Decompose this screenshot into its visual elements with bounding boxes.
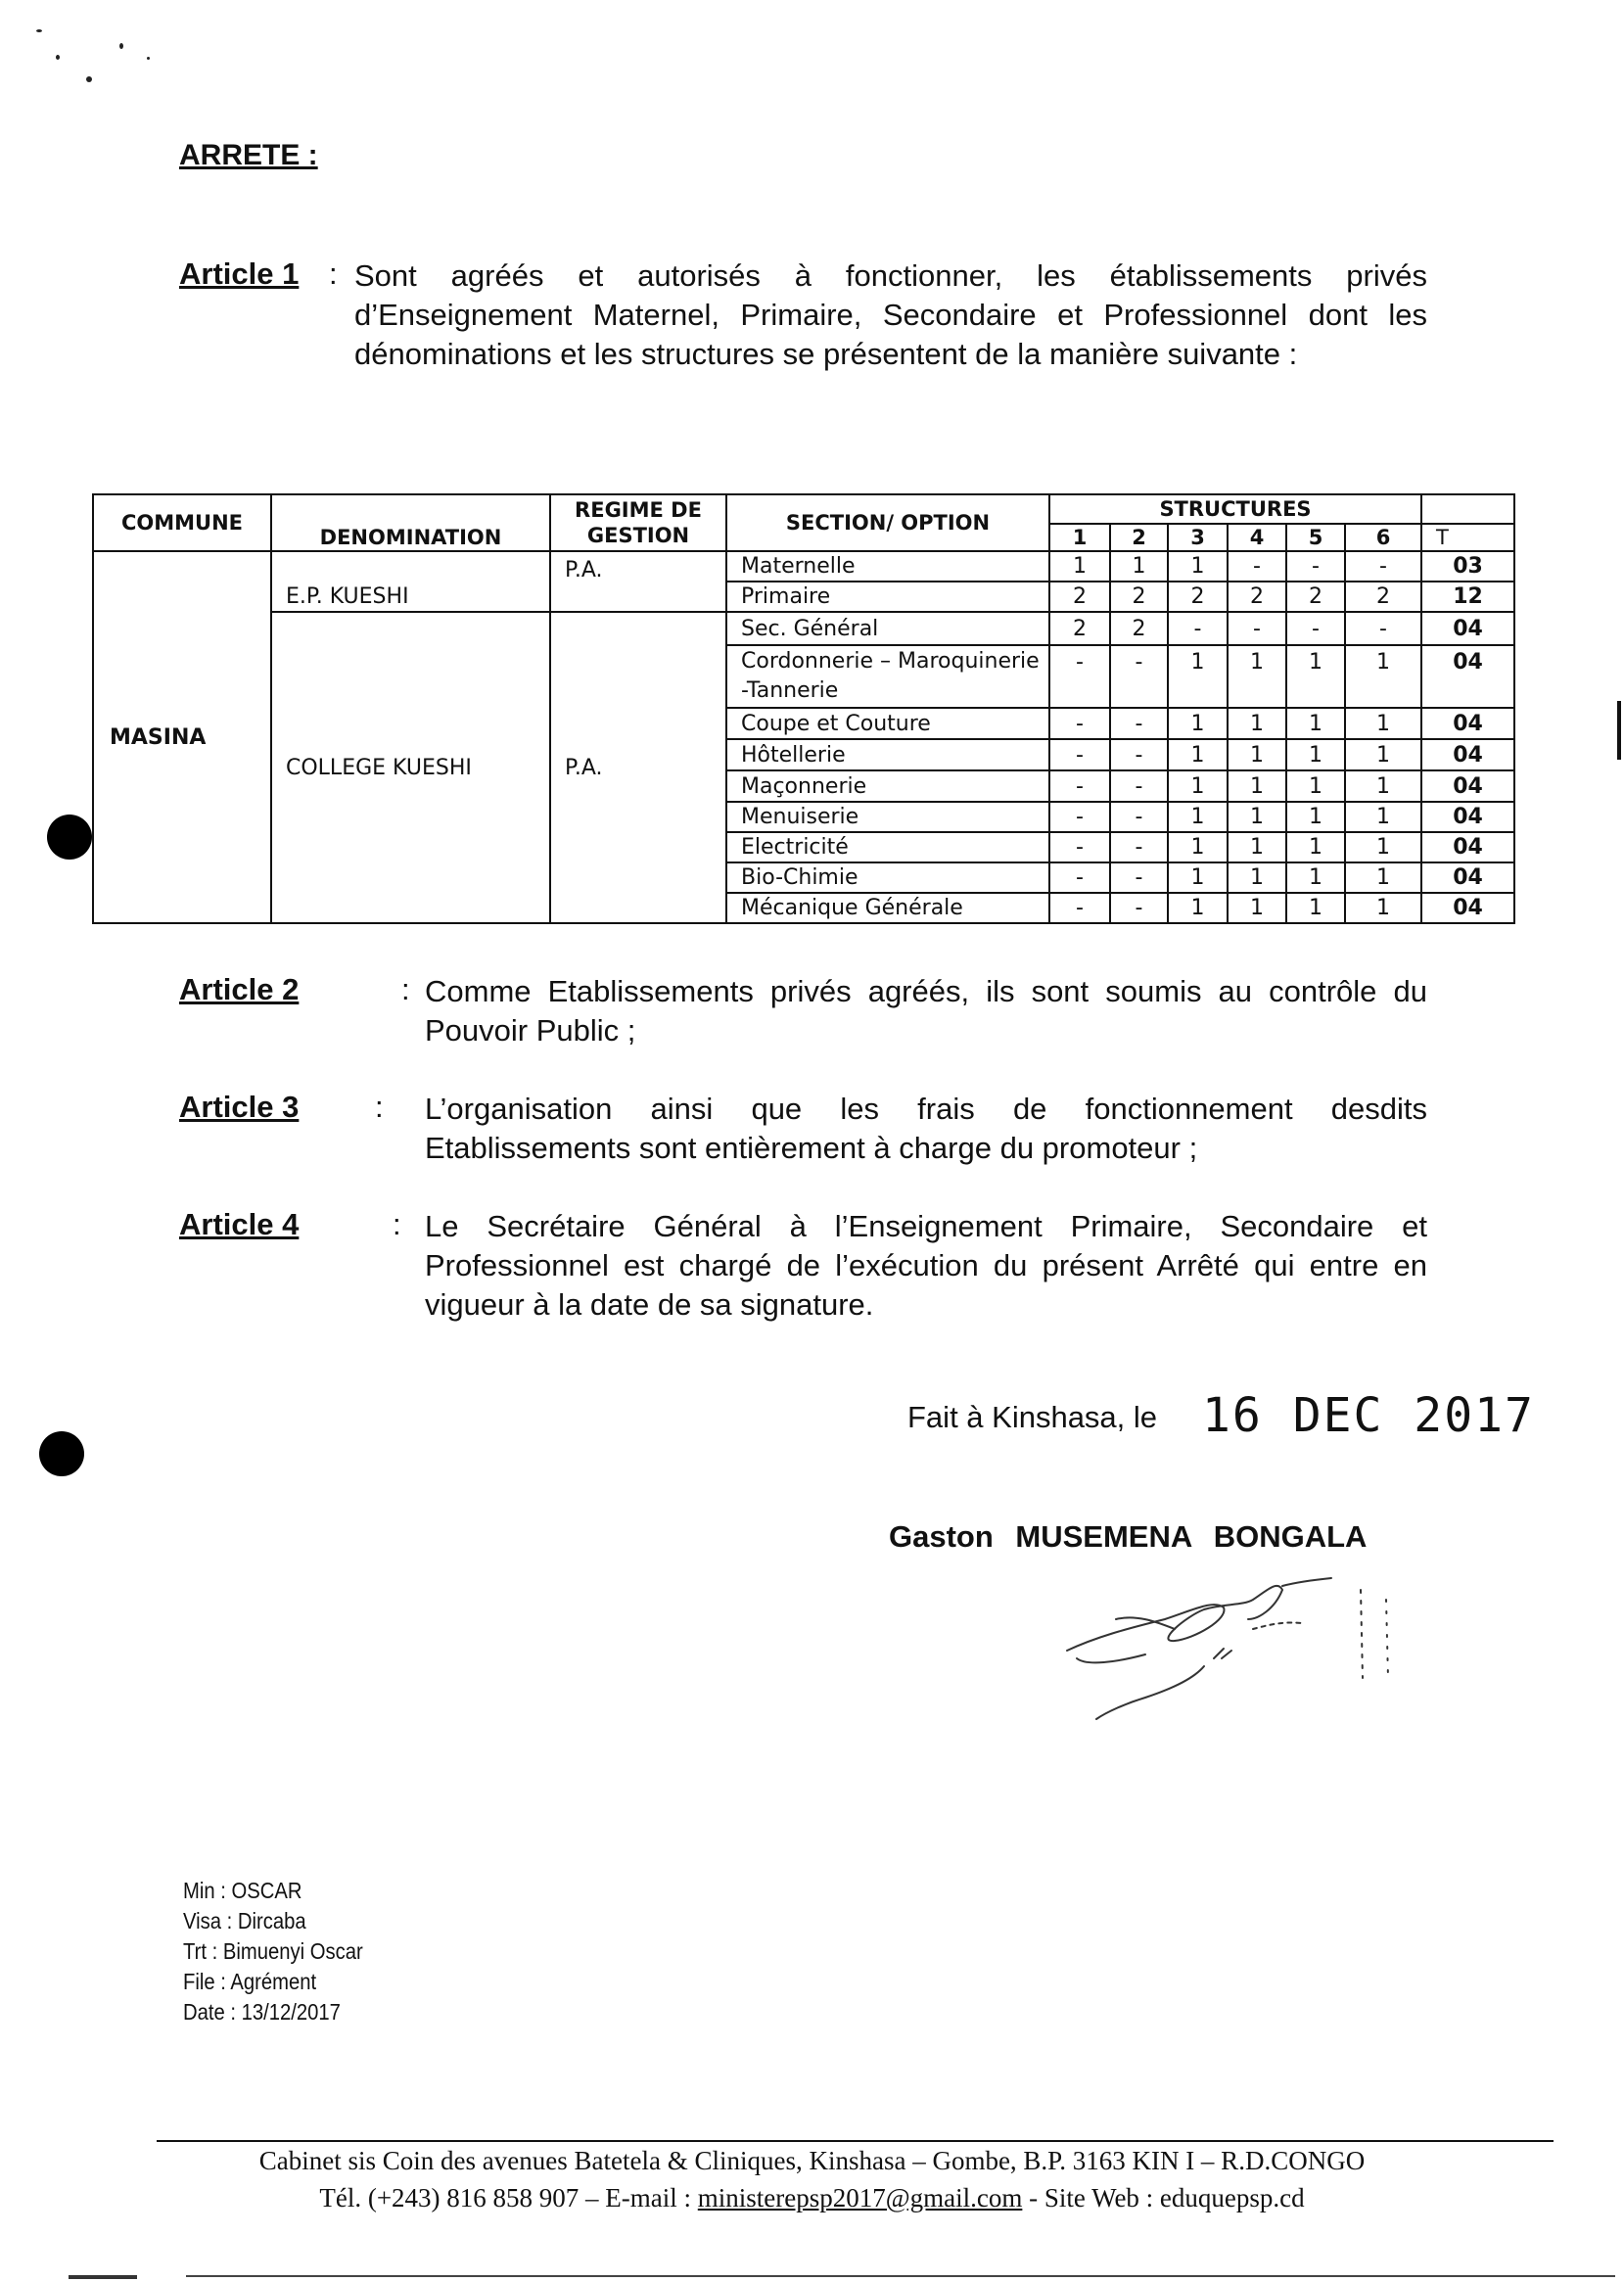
scan-edge-mark xyxy=(186,2275,1615,2277)
level-cell: 1 xyxy=(1345,832,1421,862)
level-cell: - xyxy=(1110,739,1168,770)
level-cell: 2 xyxy=(1110,582,1168,612)
option-cell: Electricité xyxy=(726,832,1049,862)
footer-address: Cabinet sis Coin des avenues Batetela & Cliniques, Kinshasa – Gombe, B.P. 3163 KIN I – R.D.CONGO xyxy=(258,2146,1366,2175)
header-level-1: 1 xyxy=(1049,524,1110,551)
level-cell: - xyxy=(1228,551,1286,582)
option-cell: Maçonnerie xyxy=(726,770,1049,802)
level-cell: 1 xyxy=(1228,770,1286,802)
footer-site: - Site Web : eduquepsp.cd xyxy=(1029,2183,1305,2212)
establishment-regime: P.A. xyxy=(550,551,726,612)
level-cell: 2 xyxy=(1228,582,1286,612)
level-cell: - xyxy=(1110,708,1168,739)
header-regime: REGIME DE GESTION xyxy=(550,494,726,551)
level-cell: - xyxy=(1049,708,1110,739)
level-cell: - xyxy=(1286,551,1345,582)
level-cell: 2 xyxy=(1049,582,1110,612)
level-cell: 1 xyxy=(1228,893,1286,923)
level-cell: 1 xyxy=(1228,832,1286,862)
level-cell: 1 xyxy=(1168,802,1228,832)
option-cell: Coupe et Couture xyxy=(726,708,1049,739)
level-cell: 1 xyxy=(1168,708,1228,739)
header-total: T xyxy=(1421,524,1514,551)
scan-speck xyxy=(86,76,92,82)
level-cell: - xyxy=(1345,551,1421,582)
reference-line: File : Agrément xyxy=(183,1969,317,1994)
scan-speck xyxy=(56,55,60,60)
level-cell: - xyxy=(1049,862,1110,893)
total-cell: 04 xyxy=(1421,802,1514,832)
header-denomination: DENOMINATION xyxy=(271,494,550,551)
level-cell: 1 xyxy=(1345,862,1421,893)
article-3-label: Article 3 xyxy=(179,1090,300,1124)
level-cell: - xyxy=(1110,770,1168,802)
level-cell: 1 xyxy=(1286,802,1345,832)
footer-contact xyxy=(0,2183,1624,2213)
level-cell: 2 xyxy=(1110,612,1168,645)
scan-edge-mark xyxy=(69,2275,137,2279)
level-cell: - xyxy=(1110,862,1168,893)
level-cell: 1 xyxy=(1345,802,1421,832)
reference-block xyxy=(183,1876,363,2027)
level-cell: 1 xyxy=(1286,832,1345,862)
option-cell: Sec. Général xyxy=(726,612,1049,645)
level-cell: 1 xyxy=(1345,770,1421,802)
footer-email-link[interactable]: ministerepsp2017@gmail.com xyxy=(697,2183,1023,2212)
level-cell: - xyxy=(1110,802,1168,832)
footer-divider xyxy=(157,2140,1554,2142)
level-cell: 1 xyxy=(1286,645,1345,708)
level-cell: 1 xyxy=(1228,708,1286,739)
article-2-label: Article 2 xyxy=(179,972,300,1006)
header-commune: COMMUNE xyxy=(93,494,271,551)
level-cell: - xyxy=(1345,612,1421,645)
level-cell: - xyxy=(1049,832,1110,862)
header-section-option: SECTION/ OPTION xyxy=(726,494,1049,551)
scan-speck xyxy=(147,57,150,60)
reference-line: Visa : Dircaba xyxy=(183,1908,306,1933)
scan-speck xyxy=(119,43,123,49)
option-cell: Bio-Chimie xyxy=(726,862,1049,893)
reference-line: Date : 13/12/2017 xyxy=(183,1999,341,2025)
total-cell: 04 xyxy=(1421,645,1514,708)
level-cell: 2 xyxy=(1168,582,1228,612)
total-cell: 04 xyxy=(1421,770,1514,802)
header-level-3: 3 xyxy=(1168,524,1228,551)
article-4-text: Le Secrétaire Général à l’Enseignement Primaire, Secondaire et Professionnel est chargé de l’exécution du présent Arrêté qui entre en vigueur à la date de sa signature. xyxy=(425,1209,1427,1322)
level-cell: - xyxy=(1049,802,1110,832)
scan-edge-mark xyxy=(1617,701,1621,760)
level-cell: 1 xyxy=(1168,551,1228,582)
article-4-label: Article 4 xyxy=(179,1207,300,1241)
article-1-text-inner: Sont agréés et autorisés à fonctionner, les établissements privés d’Enseignement Maternel, Primaire, Secondaire et Professionnel dont les dénominations et les structures se présentent de la manière suivante : xyxy=(354,258,1427,371)
reference-line: Trt : Bimuenyi Oscar xyxy=(183,1938,363,1964)
option-cell: Primaire xyxy=(726,582,1049,612)
article-2-colon: : xyxy=(401,972,410,1006)
level-cell: - xyxy=(1049,770,1110,802)
level-cell: 1 xyxy=(1286,708,1345,739)
scan-speck xyxy=(36,29,42,32)
level-cell: 1 xyxy=(1286,739,1345,770)
punch-hole xyxy=(39,1431,84,1476)
level-cell: - xyxy=(1049,739,1110,770)
handwritten-signature xyxy=(1057,1560,1410,1727)
header-structures: STRUCTURES xyxy=(1049,494,1421,524)
header-level-2: 2 xyxy=(1110,524,1168,551)
total-cell: 12 xyxy=(1421,582,1514,612)
header-total-blank xyxy=(1421,494,1514,524)
level-cell: - xyxy=(1049,645,1110,708)
total-cell: 04 xyxy=(1421,832,1514,862)
level-cell: 1 xyxy=(1286,893,1345,923)
level-cell: 1 xyxy=(1345,893,1421,923)
option-cell: Menuiserie xyxy=(726,802,1049,832)
level-cell: 2 xyxy=(1345,582,1421,612)
signer-name: Gaston MUSEMENA BONGALA xyxy=(889,1519,1368,1554)
option-cell: Mécanique Générale xyxy=(726,893,1049,923)
level-cell: - xyxy=(1110,645,1168,708)
level-cell: - xyxy=(1228,612,1286,645)
level-cell: 1 xyxy=(1168,862,1228,893)
level-cell: 1 xyxy=(1168,832,1228,862)
option-cell: Cordonnerie – Maroquinerie -Tannerie xyxy=(726,645,1049,708)
level-cell: 1 xyxy=(1228,862,1286,893)
punch-hole xyxy=(47,815,92,860)
arrete-heading: ARRETE : xyxy=(179,139,318,171)
total-cell: 04 xyxy=(1421,708,1514,739)
level-cell: 2 xyxy=(1286,582,1345,612)
article-1-label: Article 1 xyxy=(179,256,300,291)
option-cell: Hôtellerie xyxy=(726,739,1049,770)
level-cell: - xyxy=(1110,893,1168,923)
article-2-text: Comme Etablissements privés agréés, ils sont soumis au contrôle du Pouvoir Public ; xyxy=(425,974,1427,1048)
level-cell: 1 xyxy=(1345,708,1421,739)
option-cell: Maternelle xyxy=(726,551,1049,582)
level-cell: - xyxy=(1049,893,1110,923)
total-cell: 03 xyxy=(1421,551,1514,582)
article-4-colon: : xyxy=(393,1207,401,1241)
level-cell: 1 xyxy=(1168,645,1228,708)
level-cell: 1 xyxy=(1168,739,1228,770)
level-cell: 1 xyxy=(1110,551,1168,582)
header-level-4: 4 xyxy=(1228,524,1286,551)
level-cell: 1 xyxy=(1345,739,1421,770)
total-cell: 04 xyxy=(1421,862,1514,893)
signature-place: Fait à Kinshasa, le xyxy=(907,1400,1158,1434)
total-cell: 04 xyxy=(1421,739,1514,770)
footer-tel: Tél. (+243) 816 858 907 – E-mail : xyxy=(319,2183,692,2212)
commune-cell: MASINA xyxy=(93,551,271,923)
structures-table xyxy=(92,493,1515,924)
date-stamp: 16 DEC 2017 xyxy=(1202,1388,1535,1443)
establishment-regime: P.A. xyxy=(550,612,726,923)
reference-line: Min : OSCAR xyxy=(183,1878,302,1903)
level-cell: 1 xyxy=(1345,645,1421,708)
establishment-name: COLLEGE KUESHI xyxy=(271,612,550,923)
level-cell: 1 xyxy=(1228,802,1286,832)
level-cell: 1 xyxy=(1049,551,1110,582)
header-level-5: 5 xyxy=(1286,524,1345,551)
level-cell: 1 xyxy=(1286,770,1345,802)
article-3-colon: : xyxy=(375,1090,384,1124)
total-cell: 04 xyxy=(1421,612,1514,645)
level-cell: 1 xyxy=(1228,739,1286,770)
level-cell: 1 xyxy=(1286,862,1345,893)
level-cell: - xyxy=(1110,832,1168,862)
level-cell: 1 xyxy=(1228,645,1286,708)
article-3-text: L’organisation ainsi que les frais de fonctionnement desdits Etablissements sont entièrement à charge du promoteur ; xyxy=(425,1092,1427,1165)
level-cell: - xyxy=(1168,612,1228,645)
total-cell: 04 xyxy=(1421,893,1514,923)
level-cell: - xyxy=(1286,612,1345,645)
article-1-colon: : xyxy=(329,256,338,291)
level-cell: 1 xyxy=(1168,770,1228,802)
article-1-text xyxy=(354,256,1427,374)
level-cell: 2 xyxy=(1049,612,1110,645)
header-level-6: 6 xyxy=(1345,524,1421,551)
level-cell: 1 xyxy=(1168,893,1228,923)
establishment-name: E.P. KUESHI xyxy=(271,551,550,612)
